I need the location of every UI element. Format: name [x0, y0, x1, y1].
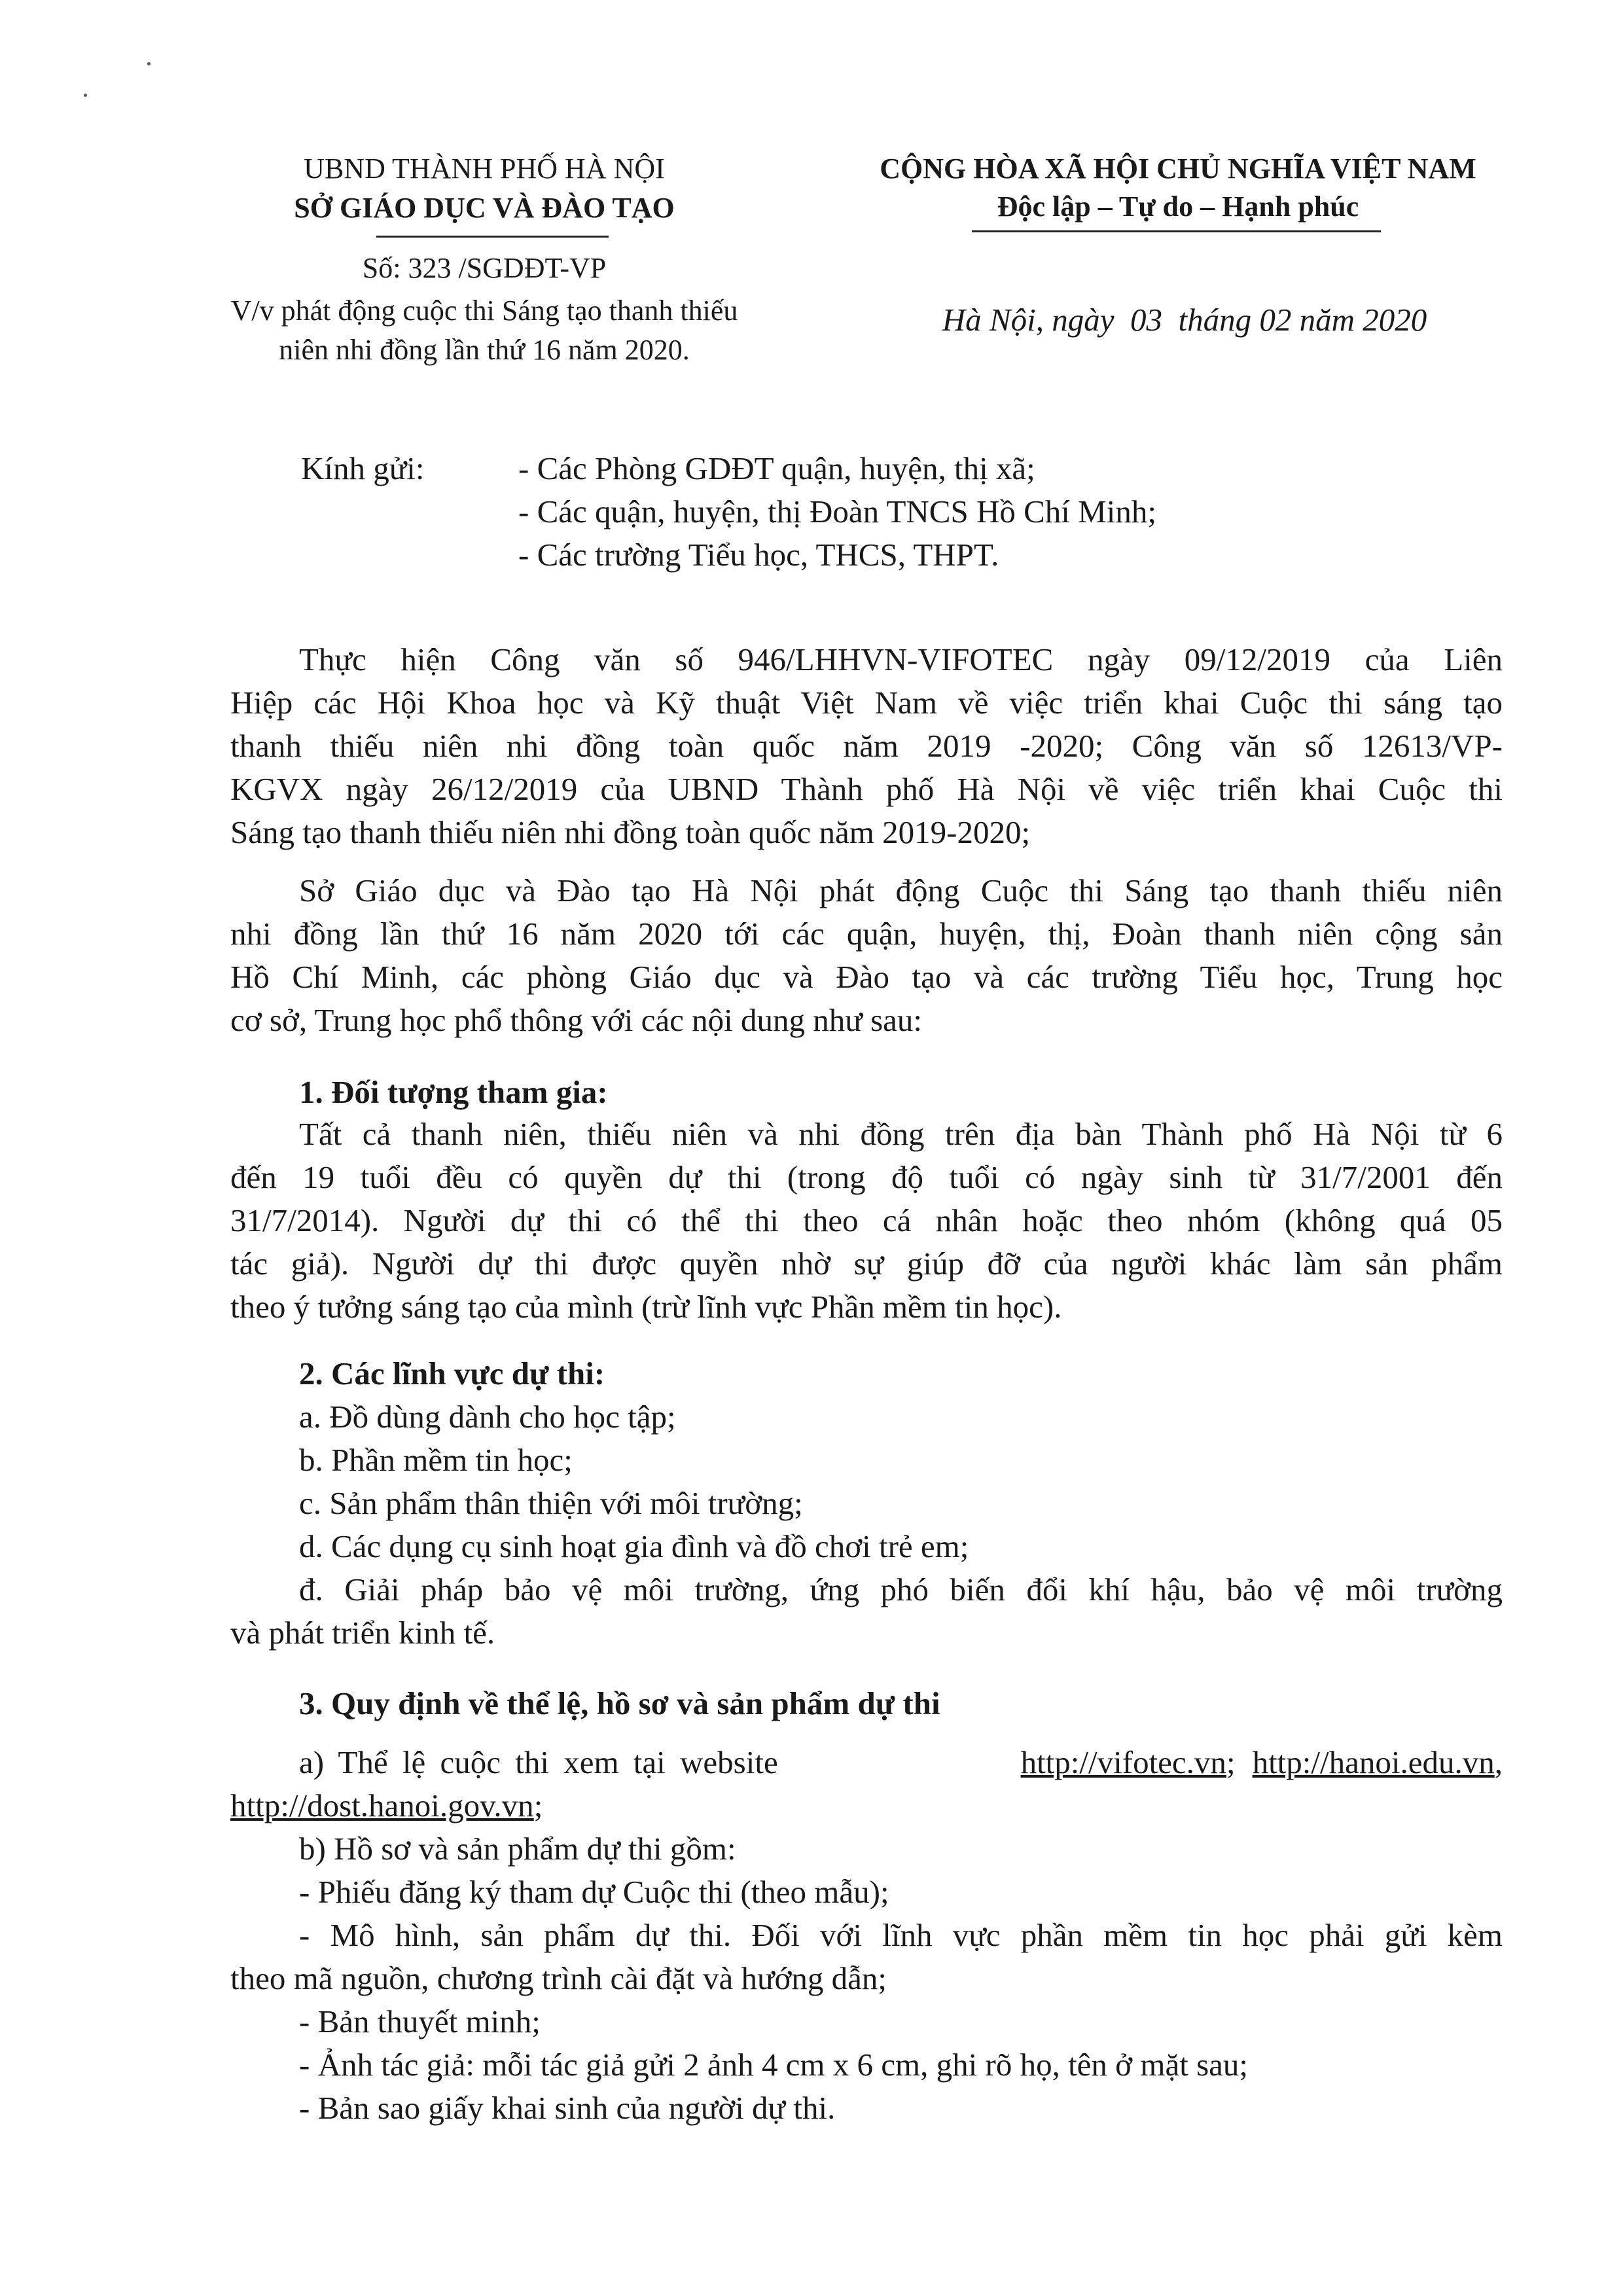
- dossier-item: - Bản thuyết minh;: [299, 2003, 541, 2039]
- hanoi-edu-link[interactable]: http://hanoi.edu.vn: [1252, 1744, 1495, 1780]
- dossier-item: - Mô hình, sản phẩm dự thi. Đối với lĩnh vực phần mềm tin học phải gửi kèm: [299, 1917, 1503, 1953]
- list-item: a. Đồ dùng dành cho học tập;: [299, 1399, 676, 1435]
- paragraph-line: KGVX ngày 26/12/2019 của UBND Thành phố Hà Nội về việc triển khai Cuộc thi: [230, 771, 1503, 807]
- paragraph-line: thanh thiếu niên nhi đồng toàn quốc năm 2019 -2020; Công văn số 12613/VP-: [230, 728, 1503, 764]
- issuing-department: SỞ GIÁO DỤC VÀ ĐÀO TẠO: [294, 192, 675, 224]
- list-item: đ. Giải pháp bảo vệ môi trường, ứng phó biến đổi khí hậu, bảo vệ môi trường: [299, 1571, 1503, 1607]
- list-item: d. Các dụng cụ sinh hoạt gia đình và đồ chơi trẻ em;: [299, 1528, 969, 1564]
- paragraph-line: nhi đồng lần thứ 16 năm 2020 tới các quận, huyện, thị, Đoàn thanh niên cộng sản: [230, 916, 1503, 952]
- rules-prefix: a) Thể lệ cuộc thi xem tại website: [299, 1744, 778, 1780]
- recipient-item: - Các quận, huyện, thị Đoàn TNCS Hồ Chí Minh;: [518, 493, 1156, 529]
- national-motto: Độc lập – Tự do – Hạnh phúc: [997, 190, 1359, 223]
- paragraph-line: Tất cả thanh niên, thiếu niên và nhi đồng trên địa bàn Thành phố Hà Nội từ 6: [299, 1116, 1503, 1152]
- left-header: [223, 149, 746, 228]
- nation-title: CỘNG HÒA XÃ HỘI CHỦ NGHĨA VIỆT NAM: [880, 152, 1476, 185]
- dost-hanoi-link[interactable]: http://dost.hanoi.gov.vn: [230, 1787, 534, 1823]
- dossier-item: - Bản sao giấy khai sinh của người dự thi.: [299, 2090, 836, 2126]
- vifotec-link[interactable]: http://vifotec.vn: [1020, 1744, 1226, 1780]
- section-heading: 2. Các lĩnh vực dự thi:: [299, 1355, 605, 1391]
- document-date: Hà Nội, ngày 03 tháng 02 năm 2020: [942, 302, 1427, 338]
- document-subject: [223, 291, 746, 370]
- dossier-item: - Ảnh tác giả: mỗi tác giả gửi 2 ảnh 4 cm x 6 cm, ghi rõ họ, tên ở mặt sau;: [299, 2047, 1248, 2083]
- paragraph-line: cơ sở, Trung học phổ thông với các nội dung như sau:: [230, 1002, 923, 1038]
- recipients-list: [518, 447, 1156, 577]
- department-underline: [376, 236, 609, 238]
- list-item-continuation: và phát triển kinh tế.: [230, 1615, 495, 1651]
- recipient-item: - Các trường Tiểu học, THCS, THPT.: [518, 537, 999, 573]
- document-number: Số: 323 /SGDĐT-VP: [362, 252, 607, 284]
- scan-speck: [84, 94, 87, 97]
- list-item: b. Phần mềm tin học;: [299, 1442, 573, 1478]
- issuing-authority: UBND THÀNH PHỐ HÀ NỘI: [304, 152, 665, 185]
- list-item: c. Sản phẩm thân thiện với môi trường;: [299, 1485, 803, 1521]
- motto-underline: [972, 230, 1381, 232]
- section-heading: 1. Đối tượng tham gia:: [299, 1074, 608, 1110]
- link-separator: ;: [1226, 1744, 1236, 1780]
- paragraph-line: tác giả). Người dự thi được quyền nhờ sự giúp đỡ của người khác làm sản phẩm: [230, 1246, 1503, 1282]
- subject-line: niên nhi đồng lần thứ 16 năm 2020.: [279, 334, 690, 366]
- paragraph-line: theo ý tưởng sáng tạo của mình (trừ lĩnh vực Phần mềm tin học).: [230, 1289, 1062, 1325]
- recipient-item: - Các Phòng GDĐT quận, huyện, thị xã;: [518, 450, 1035, 486]
- paragraph-line: đến 19 tuổi đều có quyền dự thi (trong độ tuổi có ngày sinh từ 31/7/2001 đến: [230, 1159, 1503, 1195]
- dossier-item-continuation: theo mã nguồn, chương trình cài đặt và hướng dẫn;: [230, 1960, 887, 1996]
- paragraph-line: Hồ Chí Minh, các phòng Giáo dục và Đào tạo và các trường Tiểu học, Trung học: [230, 959, 1503, 995]
- dossier-intro: b) Hồ sơ và sản phẩm dự thi gồm:: [299, 1831, 736, 1867]
- paragraph-line: Sở Giáo dục và Đào tạo Hà Nội phát động Cuộc thi Sáng tạo thanh thiếu niên: [299, 872, 1503, 908]
- paragraph-line: 31/7/2014). Người dự thi có thể thi theo cá nhân hoặc theo nhóm (không quá 05: [230, 1202, 1503, 1238]
- dossier-item: - Phiếu đăng ký tham dự Cuộc thi (theo mẫu);: [299, 1874, 889, 1910]
- recipients-label: Kính gửi:: [301, 450, 425, 486]
- scan-speck: [147, 62, 151, 65]
- link-separator: ;: [533, 1787, 543, 1823]
- subject-line: V/v phát động cuộc thi Sáng tạo thanh thiếu: [230, 295, 738, 327]
- rules-line: [299, 1741, 1503, 1784]
- section-heading: 3. Quy định về thể lệ, hồ sơ và sản phẩm dự thi: [299, 1685, 940, 1721]
- paragraph-line: Thực hiện Công văn số 946/LHHVN-VIFOTEC ngày 09/12/2019 của Liên: [299, 641, 1503, 677]
- paragraph-line: Sáng tạo thanh thiếu niên nhi đồng toàn quốc năm 2019-2020;: [230, 814, 1031, 850]
- paragraph-line: Hiệp các Hội Khoa học và Kỹ thuật Việt Nam về việc triển khai Cuộc thi sáng tạo: [230, 685, 1503, 721]
- link-separator: ,: [1494, 1744, 1503, 1780]
- rules-line-continuation: [230, 1784, 1503, 1827]
